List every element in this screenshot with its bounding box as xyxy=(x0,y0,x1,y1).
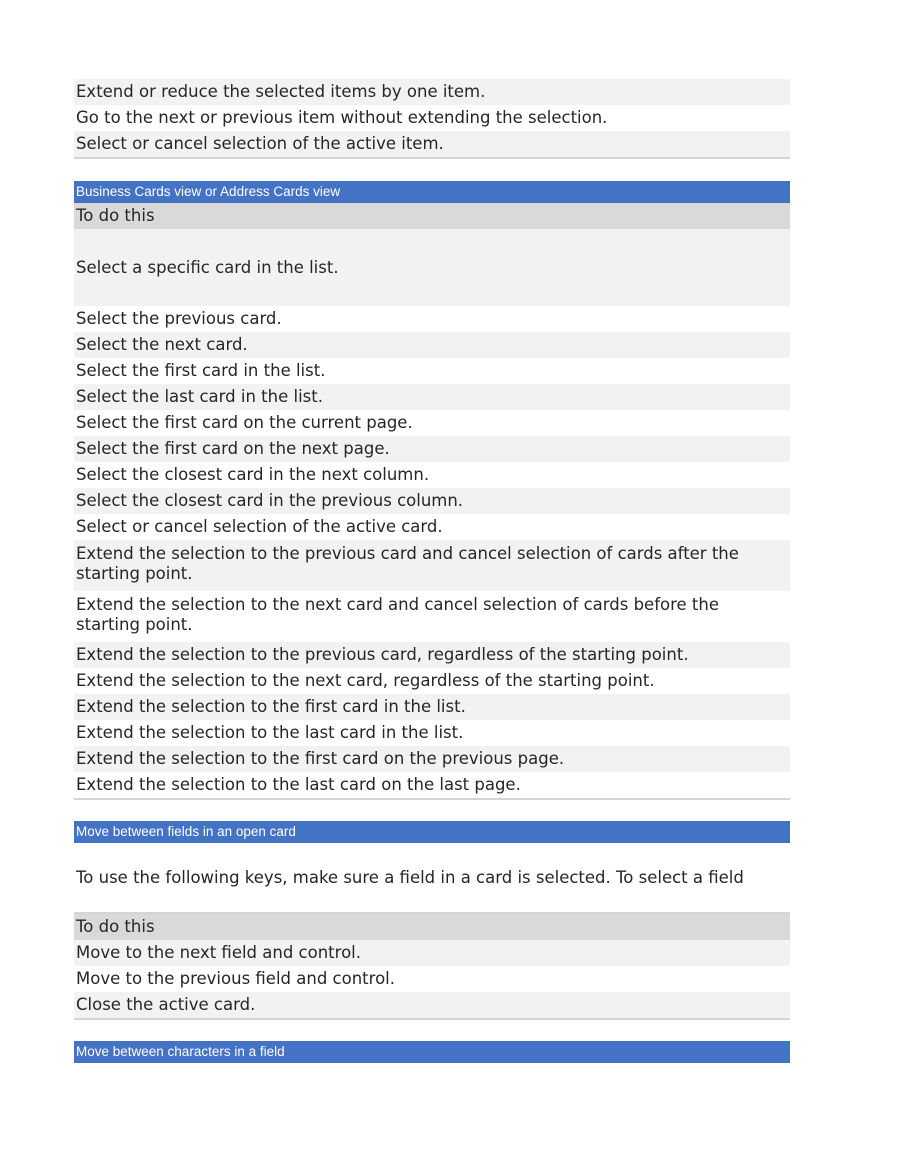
table-row: Extend the selection to the last card in the list. xyxy=(76,723,464,742)
table-row: Move to the previous field and control. xyxy=(76,969,395,988)
table-row: Extend the selection to the next card and cancel selection of cards before the starting point. xyxy=(76,595,719,634)
table-row: Select the closest card in the previous column. xyxy=(74,488,790,514)
table-row: Close the active card. xyxy=(74,992,790,1018)
table-row: Extend the selection to the first card in the list. xyxy=(74,694,790,720)
table-row: Go to the next or previous item without extending the selection. xyxy=(76,108,608,127)
table-row: Extend the selection to the previous card and cancel selection of cards after the starting point. xyxy=(74,540,790,591)
table-row: Move to the next field and control. xyxy=(74,940,790,966)
section-heading-characters: Move between characters in a field xyxy=(74,1041,790,1063)
shortcut-table-sheet xyxy=(74,79,790,1063)
table-row: Extend the selection to the previous card, regardless of the starting point. xyxy=(74,642,790,668)
table-row: Select the next card. xyxy=(74,332,790,358)
table-row: Select or cancel selection of the active card. xyxy=(76,517,443,536)
table-row: Select the closest card in the next column. xyxy=(76,465,430,484)
table-row: Extend the selection to the last card on the last page. xyxy=(76,775,521,794)
table-row: Extend or reduce the selected items by one item. xyxy=(74,79,790,105)
table-row: Select or cancel selection of the active item. xyxy=(74,131,790,157)
section-note: To use the following keys, make sure a field in a card is selected. To select a field xyxy=(76,868,744,887)
table-row: Extend the selection to the first card on the previous page. xyxy=(74,746,790,772)
section-heading-fields: Move between fields in an open card xyxy=(74,821,790,843)
section-heading-business-cards: Business Cards view or Address Cards view xyxy=(74,181,790,203)
table-row: Select the first card on the next page. xyxy=(74,436,790,462)
column-header: To do this xyxy=(74,203,790,229)
column-header: To do this xyxy=(74,914,790,940)
table-row: Extend the selection to the next card, regardless of the starting point. xyxy=(76,671,655,690)
table-row: Select the last card in the list. xyxy=(74,384,790,410)
table-row: Select the previous card. xyxy=(76,309,282,328)
table-row: Select the first card on the current page. xyxy=(76,413,413,432)
table-row: Select the first card in the list. xyxy=(76,361,326,380)
table-row: Select a specific card in the list. xyxy=(74,229,790,306)
